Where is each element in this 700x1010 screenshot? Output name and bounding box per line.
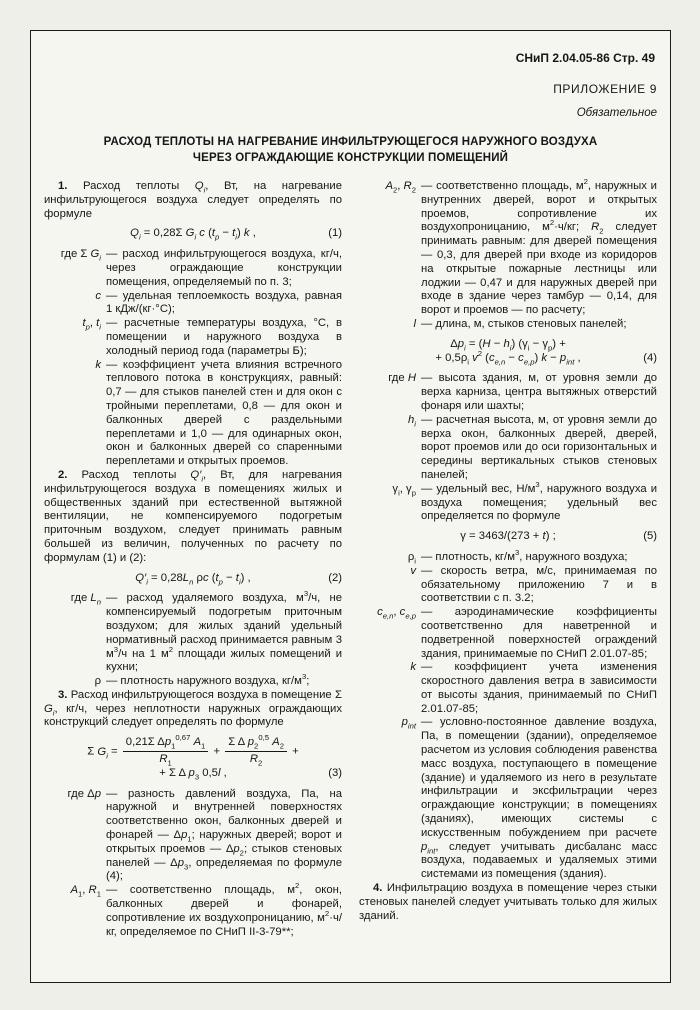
- definition-body: — разность давлений воздуха, Па, на наружной и внутренней поверхностях соответственно окон, балконных дверей и фонарей — $\Delta p_1$; наружных дверей; ворот и открытых проемов — $\Delta p_2$; стыков стеновых панелей — $\Delta p_3$, определяемая по формуле (4);: [106, 787, 342, 883]
- definition-term: $c_{e,n}$, $c_{e,p}$: [377, 606, 416, 621]
- formula-2-body: $Q'_i = 0,28L_n$ ρc $(t_p - t_i)$ ,: [135, 571, 251, 586]
- document-title: РАСХОД ТЕПЛОТЫ НА НАГРЕВАНИЕ ИНФИЛЬТРУЮЩЕГОСЯ НАРУЖНОГО ВОЗДУХА ЧЕРЕЗ ОГРАЖДАЮЩИЕ КОНСТРУКЦИИ ПОМЕЩЕНИЙ: [103, 136, 598, 164]
- formula-5: [359, 530, 657, 544]
- formula-1-body: $Q_i = 0,28\Sigma$ $G_i$ c $(t_p - t_i)$ k ,: [130, 227, 256, 242]
- definition-term: c: [95, 289, 101, 302]
- formula-1: [44, 227, 342, 241]
- definition-body: — расчетная высота, м, от уровня земли до верха окон, балконных дверей, дверей, ворот проемов или до оси горизонтальных и середины вертикальных стыков стеновых панелей;: [421, 413, 657, 481]
- definition-item: [44, 248, 342, 289]
- definition-term: где H: [388, 372, 416, 385]
- definition-term: $h_i$: [407, 413, 416, 428]
- formula-4-line1: $\Delta p_i = (H - h_i) (\gamma_i - \gamma_p)$ +: [450, 337, 566, 353]
- definition-item: [359, 716, 657, 882]
- definition-item: [44, 290, 342, 318]
- definition-body: — расчетные температуры воздуха, °С, в помещении и наружного воздуха в холодный период года (параметры Б);: [106, 317, 342, 357]
- definition-body: — аэродинамические коэффициенты соответственно для наветренной и подветренной поверхностей ограждений здания, принимаемые по СНиП 2.01.07-85;: [421, 606, 657, 660]
- definition-body: — расход инфильтрующегося воздуха, кг/ч, через ограждающие конструкции помещения, определяемый по п. 3;: [106, 248, 342, 288]
- definition-term: где $L_n$: [70, 592, 101, 607]
- formula-2-number: (2): [328, 571, 342, 584]
- formula-3-number: (3): [328, 766, 342, 779]
- definition-term: $p_{int}$: [401, 716, 416, 731]
- paragraph-1: 1. Расход теплоты $Q_i$, Вт, на нагревание инфильтрующегося воздуха следует определять по формуле: [44, 180, 342, 220]
- definition-body: — удельный вес, $Н/м^3$, наружного воздуха и воздуха помещения; удельный вес определяется по формуле: [421, 479, 658, 523]
- definition-item: [359, 318, 657, 332]
- formula-1-number: (1): [328, 227, 342, 240]
- definition-body: — высота здания, м, от уровня земли до верха карниза, центра вытяжных отверстий фонаря или шахты;: [421, 372, 657, 412]
- definition-item: [359, 372, 657, 413]
- definition-item: [359, 414, 657, 483]
- definition-body: — плотность наружного воздуха, $кг/м^3$;: [106, 672, 310, 688]
- paragraph-3: 3. Расход инфильтрующегося воздуха в помещение Σ $G_i$, кг/ч, через неплотности наружных ограждающих конструкций следует определять по формуле: [44, 688, 342, 729]
- formula-3-line1: Σ $G_i$ = $\frac{0,21\Sigma \Delta p_1^{0,67} A_1}{R_1}$ + $\frac{\Sigma \Delta p_2^{0,5} A_2}{R_2}$ +: [87, 733, 299, 768]
- appendix-label: ПРИЛОЖЕНИЕ 9: [553, 82, 657, 96]
- right-column: [359, 177, 658, 939]
- doc-reference: СНиП 2.04.05-86 Стр. 49: [515, 51, 655, 65]
- definition-term: l: [413, 317, 416, 330]
- definition-body: — плотность, $кг/м^3$, наружного воздуха;: [421, 548, 628, 563]
- definition-term: $A_2$, $R_2$: [385, 180, 416, 195]
- definition-term: где Δp: [67, 787, 101, 800]
- formula-4: [359, 338, 657, 366]
- definition-term: k: [410, 661, 416, 674]
- page-frame: [30, 30, 671, 983]
- definition-item: [359, 548, 657, 566]
- definition-body: — коэффициент учета влияния встречного теплового потока в конструкциях, равный: 0,7 — для стыков панелей стен и для окон с тройными переплетами, 0,8 — для окон и балконных дверей с раздельными переплетами и 1,0 — для одинарных окон, окон и балконных дверей со спаренными переплетами и открытых проемов.: [106, 358, 342, 468]
- definition-item: [44, 359, 342, 469]
- formula-2: [44, 572, 342, 586]
- definition-body: — расход удаляемого воздуха, $м^3/ч$, не компенсируемый подогретым приточным воздухом; для жилых зданий удельный нормативный расход принимается равным 3 $м^3/ч$ на 1 $м^2$ площади жилых помещений и кухни;: [106, 589, 343, 674]
- definition-body: — условно-постоянное давление воздуха, Па, в помещении (здании), определяемое расчетом из условия соблюдения равенства масс воздуха, поступающего в помещение (здание) и удаляемого из него в результате инфильтрации и эксфильтрации через ограждающие конструкции; в помещениях (зданиях), имеющих системы с искусственным побуждением при расчете $p_{int}$, следует учитывать дисбаланс масс воздуха, подаваемых и удаляемых этими системами из помещения (здания).: [421, 716, 657, 881]
- formula-3: [44, 733, 342, 782]
- formula-5-number: (5): [643, 530, 657, 543]
- definition-item: [359, 661, 657, 716]
- definition-item: [44, 788, 342, 885]
- definition-term: $\gamma_i$, $\gamma_p$: [392, 482, 416, 497]
- definition-term: $A_1$, $R_1$: [70, 884, 101, 899]
- definition-item: [359, 565, 657, 606]
- definition-item: [359, 606, 657, 661]
- appendix-kind: Обязательное: [576, 107, 657, 119]
- definition-item: [44, 589, 343, 675]
- two-column-body: [44, 177, 658, 939]
- definition-item: [359, 479, 658, 524]
- formula-5-body: γ = 3463/(273 + t) ;: [460, 530, 556, 543]
- formula-4-line2: + $0,5\rho_i$ $v^2$ $(c_{e,n} - c_{e,p}) k - p_{int}$ ,: [435, 348, 581, 366]
- formula-3-line2: + Σ Δ $p_3$ 0,5l ,: [159, 766, 227, 782]
- definition-item: [44, 317, 342, 358]
- definition-term: ρ: [94, 675, 101, 688]
- paragraph-2: 2. Расход теплоты $Q'_i$, Вт, для нагревания инфильтрующегося воздуха в помещениях жилых и общественных зданий при естественной вытяжной вентиляции, не компенсируемого подогретым приточным воздухом, следует принимать равным большей из величин, полученных по расчету по формулам (1) и (2):: [44, 468, 342, 564]
- definition-body: — длина, м, стыков стеновых панелей;: [421, 317, 627, 330]
- definition-body: — коэффициент учета изменения скоростного давления ветра в зависимости от высоты здания, принимаемый по СНиП 2.01.07-85;: [421, 661, 657, 715]
- definition-term: v: [410, 564, 416, 577]
- definition-term: где Σ $G_i$: [60, 248, 101, 263]
- definition-body: — соответственно площадь, $м^2$, наружных и внутренних дверей, ворот и открытых проемов, сопротивление их воздухопроницанию, $м^2\cdot ч/кг$; $R_2$ следует принимать равным: для дверей помещения — 0,3, для дверей при входе из коридоров на открытые пожарные лестницы или лоджии — 0,47 и для наружных дверей при входе в здание через тамбур — 0,14, для ворот и проемов — по расчету;: [421, 177, 657, 317]
- definition-item: [44, 672, 342, 689]
- definition-term: $t_p$, $t_i$: [82, 317, 101, 332]
- definition-body: — соответственно площадь, $м^2$, окон, балконных дверей и фонарей, сопротивление их воздухопроницанию, $м^2\cdot ч/кг$, определяемое по СНиП II-3-79**;: [106, 881, 342, 938]
- definition-term: k: [95, 358, 101, 371]
- definition-body: — скорость ветра, м/с, принимаемая по обязательному приложению 7 и в соответствии с п. 3.2;: [421, 564, 657, 605]
- definition-body: — удельная теплоемкость воздуха, равная 1 кДж/(кг·°С);: [106, 289, 342, 316]
- formula-4-number: (4): [643, 351, 657, 364]
- definition-item: [359, 177, 657, 318]
- left-column: [44, 180, 342, 939]
- paragraph-4: 4. Инфильтрацию воздуха в помещение через стыки стеновых панелей следует учитывать только для жилых зданий.: [359, 882, 657, 922]
- definition-term: $\rho_i$: [407, 550, 416, 566]
- definition-item: [44, 881, 342, 939]
